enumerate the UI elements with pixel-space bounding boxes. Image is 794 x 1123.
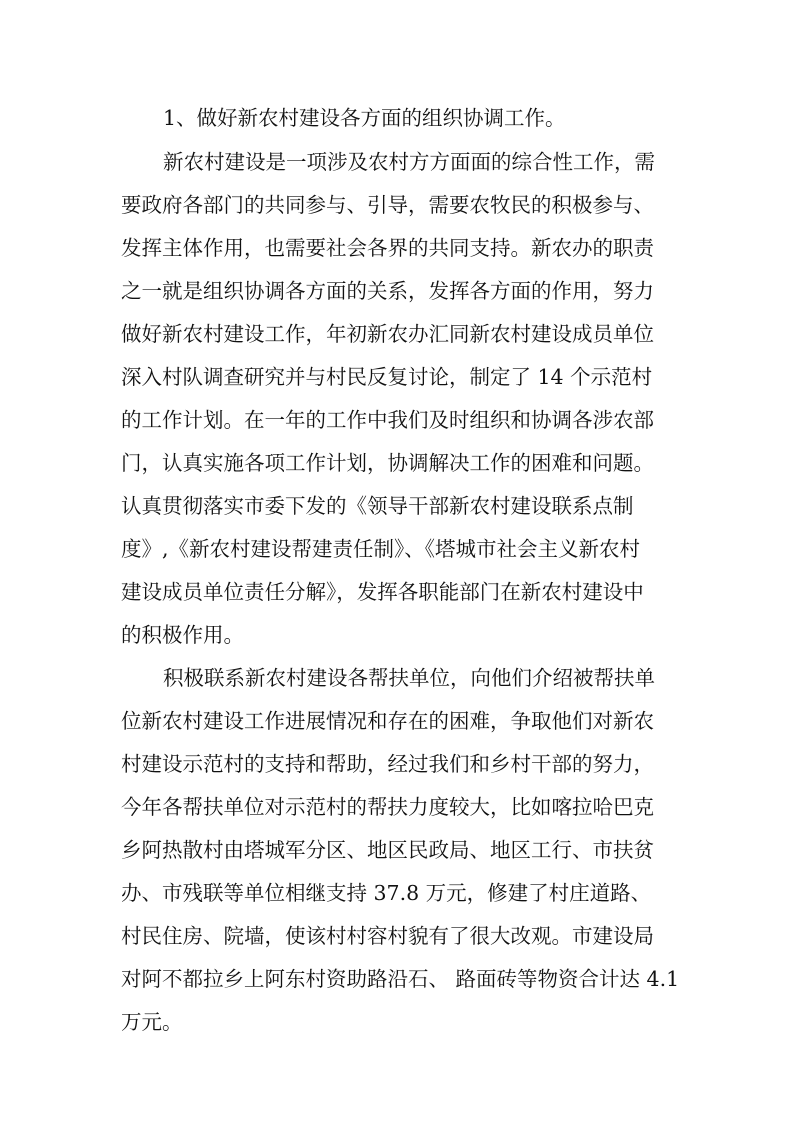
paragraph-1-line-4: 之一就是组织协调各方面的关系，发挥各方面的作用，努力 [121,279,654,303]
paragraph-2-line-7: 村民住房、院墙，使该村村容村貌有了很大改观。市建设局 [121,924,654,948]
paragraph-2-line-5: 乡阿热散村由塔城军分区、地区民政局、地区工行、市扶贫 [121,838,654,862]
paragraph-2-line-9: 万元。 [121,1010,183,1034]
paragraph-2-line-4: 今年各帮扶单位对示范村的帮扶力度较大，比如喀拉哈巴克 [121,795,654,819]
paragraph-2-line-3: 村建设示范村的支持和帮助，经过我们和乡村干部的努力， [121,752,654,776]
paragraph-2-line-6: 办、市残联等单位相继支持 37.8 万元，修建了村庄道路、 [121,881,652,905]
paragraph-1-line-7: 的工作计划。在一年的工作中我们及时组织和协调各涉农部 [121,408,654,432]
paragraph-1-line-8: 门，认真实施各项工作计划，协调解决工作的困难和问题。 [121,451,654,475]
paragraph-2-line-8: 对阿不都拉乡上阿东村资助路沿石、 路面砖等物资合计达 4.1 [121,967,680,991]
paragraph-2-line-2: 位新农村建设工作进展情况和存在的困难，争取他们对新农 [121,709,654,733]
paragraph-1-line-9: 认真贯彻落实市委下发的《领导干部新农村建设联系点制 [121,494,634,518]
paragraph-1-line-10: 度》,《新农村建设帮建责任制》、《塔城市社会主义新农村 [121,537,641,561]
paragraph-2-line-1: 积极联系新农村建设各帮扶单位，向他们介绍被帮扶单 [163,666,655,690]
paragraph-1-line-1: 新农村建设是一项涉及农村方方面面的综合性工作，需 [163,150,655,174]
paragraph-1-line-2: 要政府各部门的共同参与、引导，需要农牧民的积极参与、 [121,193,654,217]
section-heading: 1、做好新农村建设各方面的组织协调工作。 [163,106,566,130]
paragraph-1-line-6: 深入村队调查研究并与村民反复讨论，制定了 14 个示范村 [121,365,653,389]
paragraph-1-line-5: 做好新农村建设工作，年初新农办汇同新农村建设成员单位 [121,322,654,346]
paragraph-1-line-12: 的积极作用。 [121,623,244,647]
paragraph-1-line-3: 发挥主体作用，也需要社会各界的共同支持。新农办的职责 [121,236,654,260]
paragraph-1-line-11: 建设成员单位责任分解》，发挥各职能部门在新农村建设中 [121,580,644,604]
